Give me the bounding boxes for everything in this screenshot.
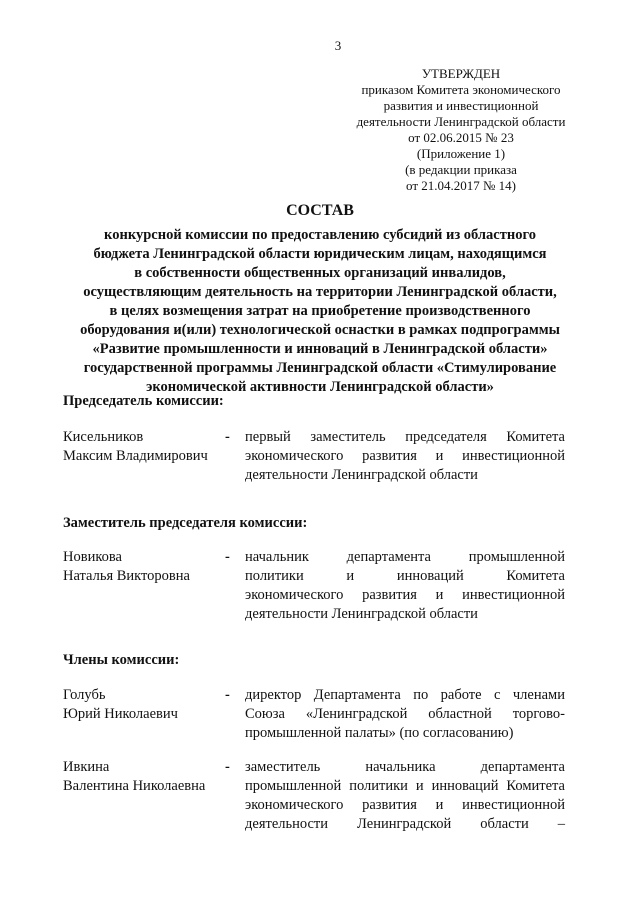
approval-line: деятельности Ленинградской области <box>356 114 566 129</box>
role-line: экономического развития и инвестиционной <box>245 587 565 603</box>
approval-line: (Приложение 1) <box>416 146 506 161</box>
approval-line: развития и инвестиционной <box>383 98 539 113</box>
section-deputy-heading: Заместитель председателя комиссии: <box>63 515 308 531</box>
role-line: экономического развития и инвестиционной <box>245 448 565 464</box>
subtitle-line: «Развитие промышленности и инноваций в Ленинградской области» <box>92 341 548 357</box>
role-line: директор Департамента по работе с членами <box>245 687 565 703</box>
subtitle-line: конкурсной комиссии по предоставлению субсидий из областного <box>104 227 536 243</box>
dash-separator: - <box>225 549 230 565</box>
subtitle-line: осуществляющим деятельность на территории Ленинградской области, <box>83 284 557 300</box>
role-line: деятельности Ленинградской области <box>245 606 478 622</box>
member-surname: Кисельников <box>63 429 144 445</box>
member-given-names: Валентина Николаевна <box>63 778 206 794</box>
role-line: Союза «Ленинградской областной торгово- <box>245 706 565 722</box>
member-name <box>63 758 243 796</box>
dash-separator: - <box>225 687 230 703</box>
member-role <box>245 758 565 834</box>
member-role <box>245 686 565 743</box>
role-line: политики и инноваций Комитета <box>245 568 565 584</box>
subtitle-line: бюджета Ленинградской области юридическим лицам, находящимся <box>93 246 547 262</box>
approval-line: УТВЕРЖДЕН <box>421 66 501 81</box>
member-given-names: Наталья Викторовна <box>63 568 190 584</box>
approval-line: (в редакции приказа <box>405 162 517 177</box>
role-line: первый заместитель председателя Комитета <box>245 429 565 445</box>
member-role <box>245 428 565 485</box>
subtitle-line: в собственности общественных организаций инвалидов, <box>134 265 506 281</box>
member-surname: Ивкина <box>63 759 110 775</box>
member-given-names: Юрий Николаевич <box>63 706 178 722</box>
section-chairman-heading: Председатель комиссии: <box>63 393 224 409</box>
dash-separator: - <box>225 429 230 445</box>
member-role <box>245 548 565 624</box>
member-given-names: Максим Владимирович <box>63 448 208 464</box>
role-line: экономического развития и инвестиционной <box>245 797 565 813</box>
role-line: деятельности Ленинградской области <box>245 467 478 483</box>
subtitle-line: экономической активности Ленинградской области» <box>146 379 494 395</box>
approval-line: от 02.06.2015 № 23 <box>408 130 514 145</box>
subtitle-line: оборудования и(или) технологической оснастки в рамках подпрограммы <box>80 322 560 338</box>
document-subtitle <box>60 226 580 397</box>
subtitle-line: государственной программы Ленинградской области «Стимулирование <box>83 360 557 376</box>
member-name <box>63 686 243 724</box>
role-line: промышленной палаты» (по согласованию) <box>245 725 514 741</box>
member-name <box>63 428 243 466</box>
dash-separator: - <box>225 759 230 775</box>
approval-line: от 21.04.2017 № 14) <box>406 178 516 193</box>
member-surname: Голубь <box>63 687 106 703</box>
role-line: деятельности Ленинградской области – <box>245 816 565 832</box>
approval-line: приказом Комитета экономического <box>361 82 561 97</box>
member-surname: Новикова <box>63 549 122 565</box>
approval-block <box>320 66 602 194</box>
member-name <box>63 548 243 586</box>
section-members-heading: Члены комиссии: <box>63 652 180 668</box>
role-line: начальник департамента промышленной <box>245 549 565 565</box>
subtitle-line: в целях возмещения затрат на приобретение производственного <box>109 303 531 319</box>
role-line: заместитель начальника департамента <box>245 759 565 775</box>
document-title: СОСТАВ <box>286 202 354 219</box>
role-line: промышленной политики и инноваций Комитета <box>245 778 565 794</box>
page-number: 3 <box>334 38 342 53</box>
